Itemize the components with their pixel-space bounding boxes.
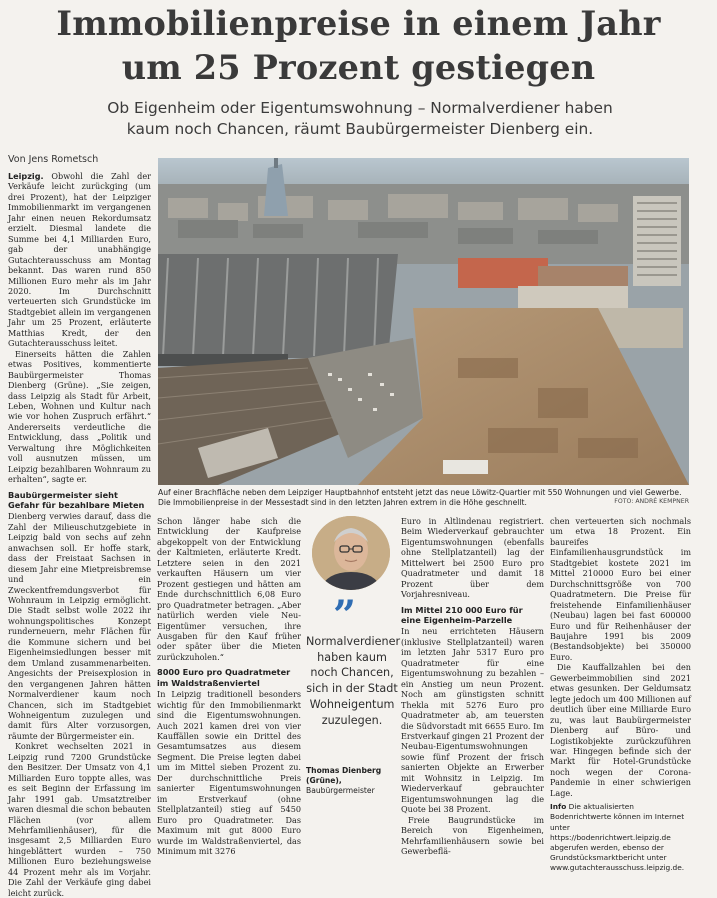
article-headline xyxy=(0,2,717,90)
text-column-1 xyxy=(8,171,151,898)
paragraph: Euro in Altlindenau registriert. Beim Wiederverkauf gebrauchter Eigentumswohnungen (ebenfalls ohne Stellplatzanteil) lag der Mittelwert bei 2500 Euro pro Quadratmeter und damit 18 Prozent über dem Vorjahresniveau. xyxy=(401,516,544,600)
section-heading: Baubürgermeister sieht Gefahr für bezahlbare Mieten xyxy=(8,489,145,510)
dateline: Leipzig. xyxy=(8,171,44,181)
text-column-2 xyxy=(157,516,301,856)
info-box xyxy=(550,802,691,873)
paragraph-text: Obwohl die Zahl der Verkäufe leicht zurückging (um drei Prozent), hat der Leipziger Immobilienmarkt im vergangenen Jahr einen neuen Rekordumsatz erzielt. Diesmal landete die Summe bei 4,1 Milliarden Euro, gab der unabhängige Gutachterausschuss am Montag bekannt. Das waren rund 850 Millionen Euro mehr als im Jahr 2020. Im Durchschnitt verteuerten sich Grundstücke im Stadtgebiet allein im vergangenen Jahr um 25 Prozent, erläuterte Matthias Kredt, der den Gutachterausschuss leitet. xyxy=(8,171,151,349)
photo-caption: Auf einer Brachfläche neben dem Leipziger Hauptbahnhof entsteht jetzt das neue Löwitz-Quartier mit 550 Wohnungen und viel Gewerbe. Die Immobilienpreise in der Messestadt sind in den letzten Jahren extrem in die Höhe geschnellt. xyxy=(158,488,682,507)
quote-mark-icon: ” xyxy=(333,592,357,639)
paragraph: Freie Baugrundstücke im Bereich von Eigenheimen, Mehrfamilienhäusern sowie bei Gewerbeflä- xyxy=(401,814,544,856)
person-portrait-icon xyxy=(312,516,390,590)
section-heading: 8000 Euro pro Quadratmeter im Waldstraßenviertel xyxy=(157,667,291,688)
quote-author xyxy=(306,766,398,796)
paragraph: In Leipzig traditionell besonders wichtig für den Immobilienmarkt sind die Eigentumswohnungen. Auch 2021 kamen drei von vier Kauffällen sowie ein Drittel des Gesamtumsatzes aus diesem Segment. Die Preise legten dabei um im Mittel sieben Prozent zu. Der durchschnittliche Preis sanierter Eigentumswohnungen im Erstverkauf (ohne Stellplatzanteil) stieg auf 5450 Euro pro Quadratmeter. Das Maximum mit gut 8000 Euro wurde im Waldstraßenviertel, das Minimum mit 3276 xyxy=(157,689,301,856)
text-column-4 xyxy=(550,516,691,874)
paragraph: Konkret wechselten 2021 in Leipzig rund 7200 Grundstücke den Besitzer. Der Umsatz von 4,1 Milliarden Euro toppte alles, was es seit Beginn der Erfassung im Jahr 1991 gab. Umsatztreiber waren diesmal die schon bebauten Flächen (vor allem Mehrfamilienhäuser), für die insgesamt 2,5 Milliarden Euro hingeblättert wurden – 750 Millionen Euro beziehungsweise 44 Prozent mehr als im Vorjahr. Die Zahl der Verkäufe ging dabei leicht zurück. xyxy=(8,741,151,898)
pull-quote: Normalverdiener haben kaum noch Chancen, sich in der Stadt Wohneigentum zuzulegen. xyxy=(306,635,401,727)
headline-line-1: Immobilienpreise in einem Jahr xyxy=(56,4,661,43)
subhead-line-2: kaum noch Chancen, räumt Baubürgermeister Dienberg ein. xyxy=(126,120,594,138)
quote-author-role: Baubürgermeister xyxy=(306,786,375,795)
author-portrait xyxy=(312,516,390,590)
text-column-3 xyxy=(401,516,544,856)
paragraph: Schon länger habe sich die Entwicklung der Kaufpreise abgekoppelt von der Entwicklung der Kaltmieten, erläuterte Kredt. Letztere seien in den 2021 verkauften Häusern um vier Prozent gestiegen und hätten am Ende durchschnittlich 6,08 Euro pro Quadratmeter betragen. „Aber natürlich werden viele Neu-Eigentümer versuchen, ihre Ausgaben für den Kauf früher oder später über die Mieten zurückzuholen.“ xyxy=(157,516,301,662)
paragraph: In neu errichteten Häusern (inklusive Stellplatzanteil) waren im letzten Jahr 5317 Euro pro Quadratmeter für eine Eigentumswohnung zu bezahlen – ein Anstieg um neun Prozent. Noch am günstigsten schnitt Thekla mit 5276 Euro pro Quadratmeter ab, am teuersten die Südvorstadt mit 6655 Euro. Im Erstverkauf gingen 21 Prozent der Neubau-Eigentumswohnungen sowie fünf Prozent der frisch sanierten Objekte an Erwerber mit Wohnsitz in Leipzig. Im Wiederverkauf gebrauchter Eigentumswohnungen lag die Quote bei 38 Prozent. xyxy=(401,626,544,815)
info-text: Die aktualisierten Bodenrichtwerte können im Internet unter https://bodenrichtwert.leipzig.de abgerufen werden, ebenso der Grundstücksmarktbericht unter www.gutachterausschuss.leipzig.de. xyxy=(550,802,685,873)
article-photo xyxy=(158,158,689,485)
quote-author-name: Thomas Dienberg (Grüne), xyxy=(306,766,382,785)
byline: Von Jens Rometsch xyxy=(8,154,99,165)
subhead-line-1: Ob Eigenheim oder Eigentumswohnung – Normalverdiener haben xyxy=(107,99,613,117)
paragraph: Dienberg verwies darauf, dass die Zahl der Milieuschutzgebiete in Leipzig bald von sechs auf zehn anwachsen soll. Er hoffe stark, dass der Freistaat Sachsen in diesem Jahr eine Mietpreisbremse und ein Zweckentfremdungsverbot für Wohnraum in Leipzig ermöglicht. Die Stadt selbst wolle 2022 ihr wohnungspolitisches Konzept runderneuern, mehr Flächen für die Kommune sichern und bei Eigenheimsiedlungen besser mit dem Umland zusammenarbeiten. Angesichts der Preisexplosion in den vergangenen Jahren hätten Normalverdiener kaum noch Chancen, sich im Stadtgebiet Wohneigentum zuzulegen und damit fürs Alter vorzusorgen, räumte der Bürgermeister ein. xyxy=(8,511,151,741)
article-subheadline xyxy=(60,98,660,140)
city-aerial-image xyxy=(158,158,689,485)
headline-line-2: um 25 Prozent gestiegen xyxy=(121,48,596,87)
paragraph: Einerseits hätten die Zahlen etwas Positives, kommentierte Baubürgermeister Thomas Dienberg (Grüne). „Sie zeigen, dass Leipzig als Stadt für Arbeit, Leben, Wohnen und Kultur nach wie vor hohen Zuspruch erfährt.“ Andererseits verdeutliche die Entwicklung, dass „Politik und Verwaltung ihre Möglichkeiten voll ausnutzen müssen, um Leipzig bezahlbaren Wohnraum zu erhalten“, sagte er. xyxy=(8,348,151,485)
photo-credit: FOTO: ANDRÉ KEMPNER xyxy=(614,498,689,505)
paragraph: chen verteuerten sich nochmals um etwa 18 Prozent. Ein baureifes Einfamilienhausgrundstück im Stadtgebiet kostete 2021 im Mittel 210000 Euro bei einer Durchschnittsgröße von 700 Quadratmetern. Die Preise für freistehende Einfamilienhäuser (Neubau) lagen bei fast 600000 Euro und für Reihenhäuser der Baujahre 1991 bis 2009 (Bestandsobjekte) bei 350000 Euro. xyxy=(550,516,691,662)
info-label: Info xyxy=(550,802,567,812)
paragraph: Die Kauffallzahlen bei den Gewerbeimmobilien sind 2021 etwas gesunken. Der Geldumsatz legte jedoch um 400 Millionen auf deutlich über eine Milliarde Euro zu, was laut Baubürgermeister Dienberg auf Büro- und Logistikobjekte zurückzuführen war. Hingegen befinde sich der Markt für Hotel-Grundstücke noch wegen der Corona-Pandemie in einer schwierigen Lage. xyxy=(550,662,691,798)
paragraph xyxy=(8,171,151,349)
section-heading: Im Mittel 210 000 Euro für eine Eigenheim-Parzelle xyxy=(401,604,523,626)
